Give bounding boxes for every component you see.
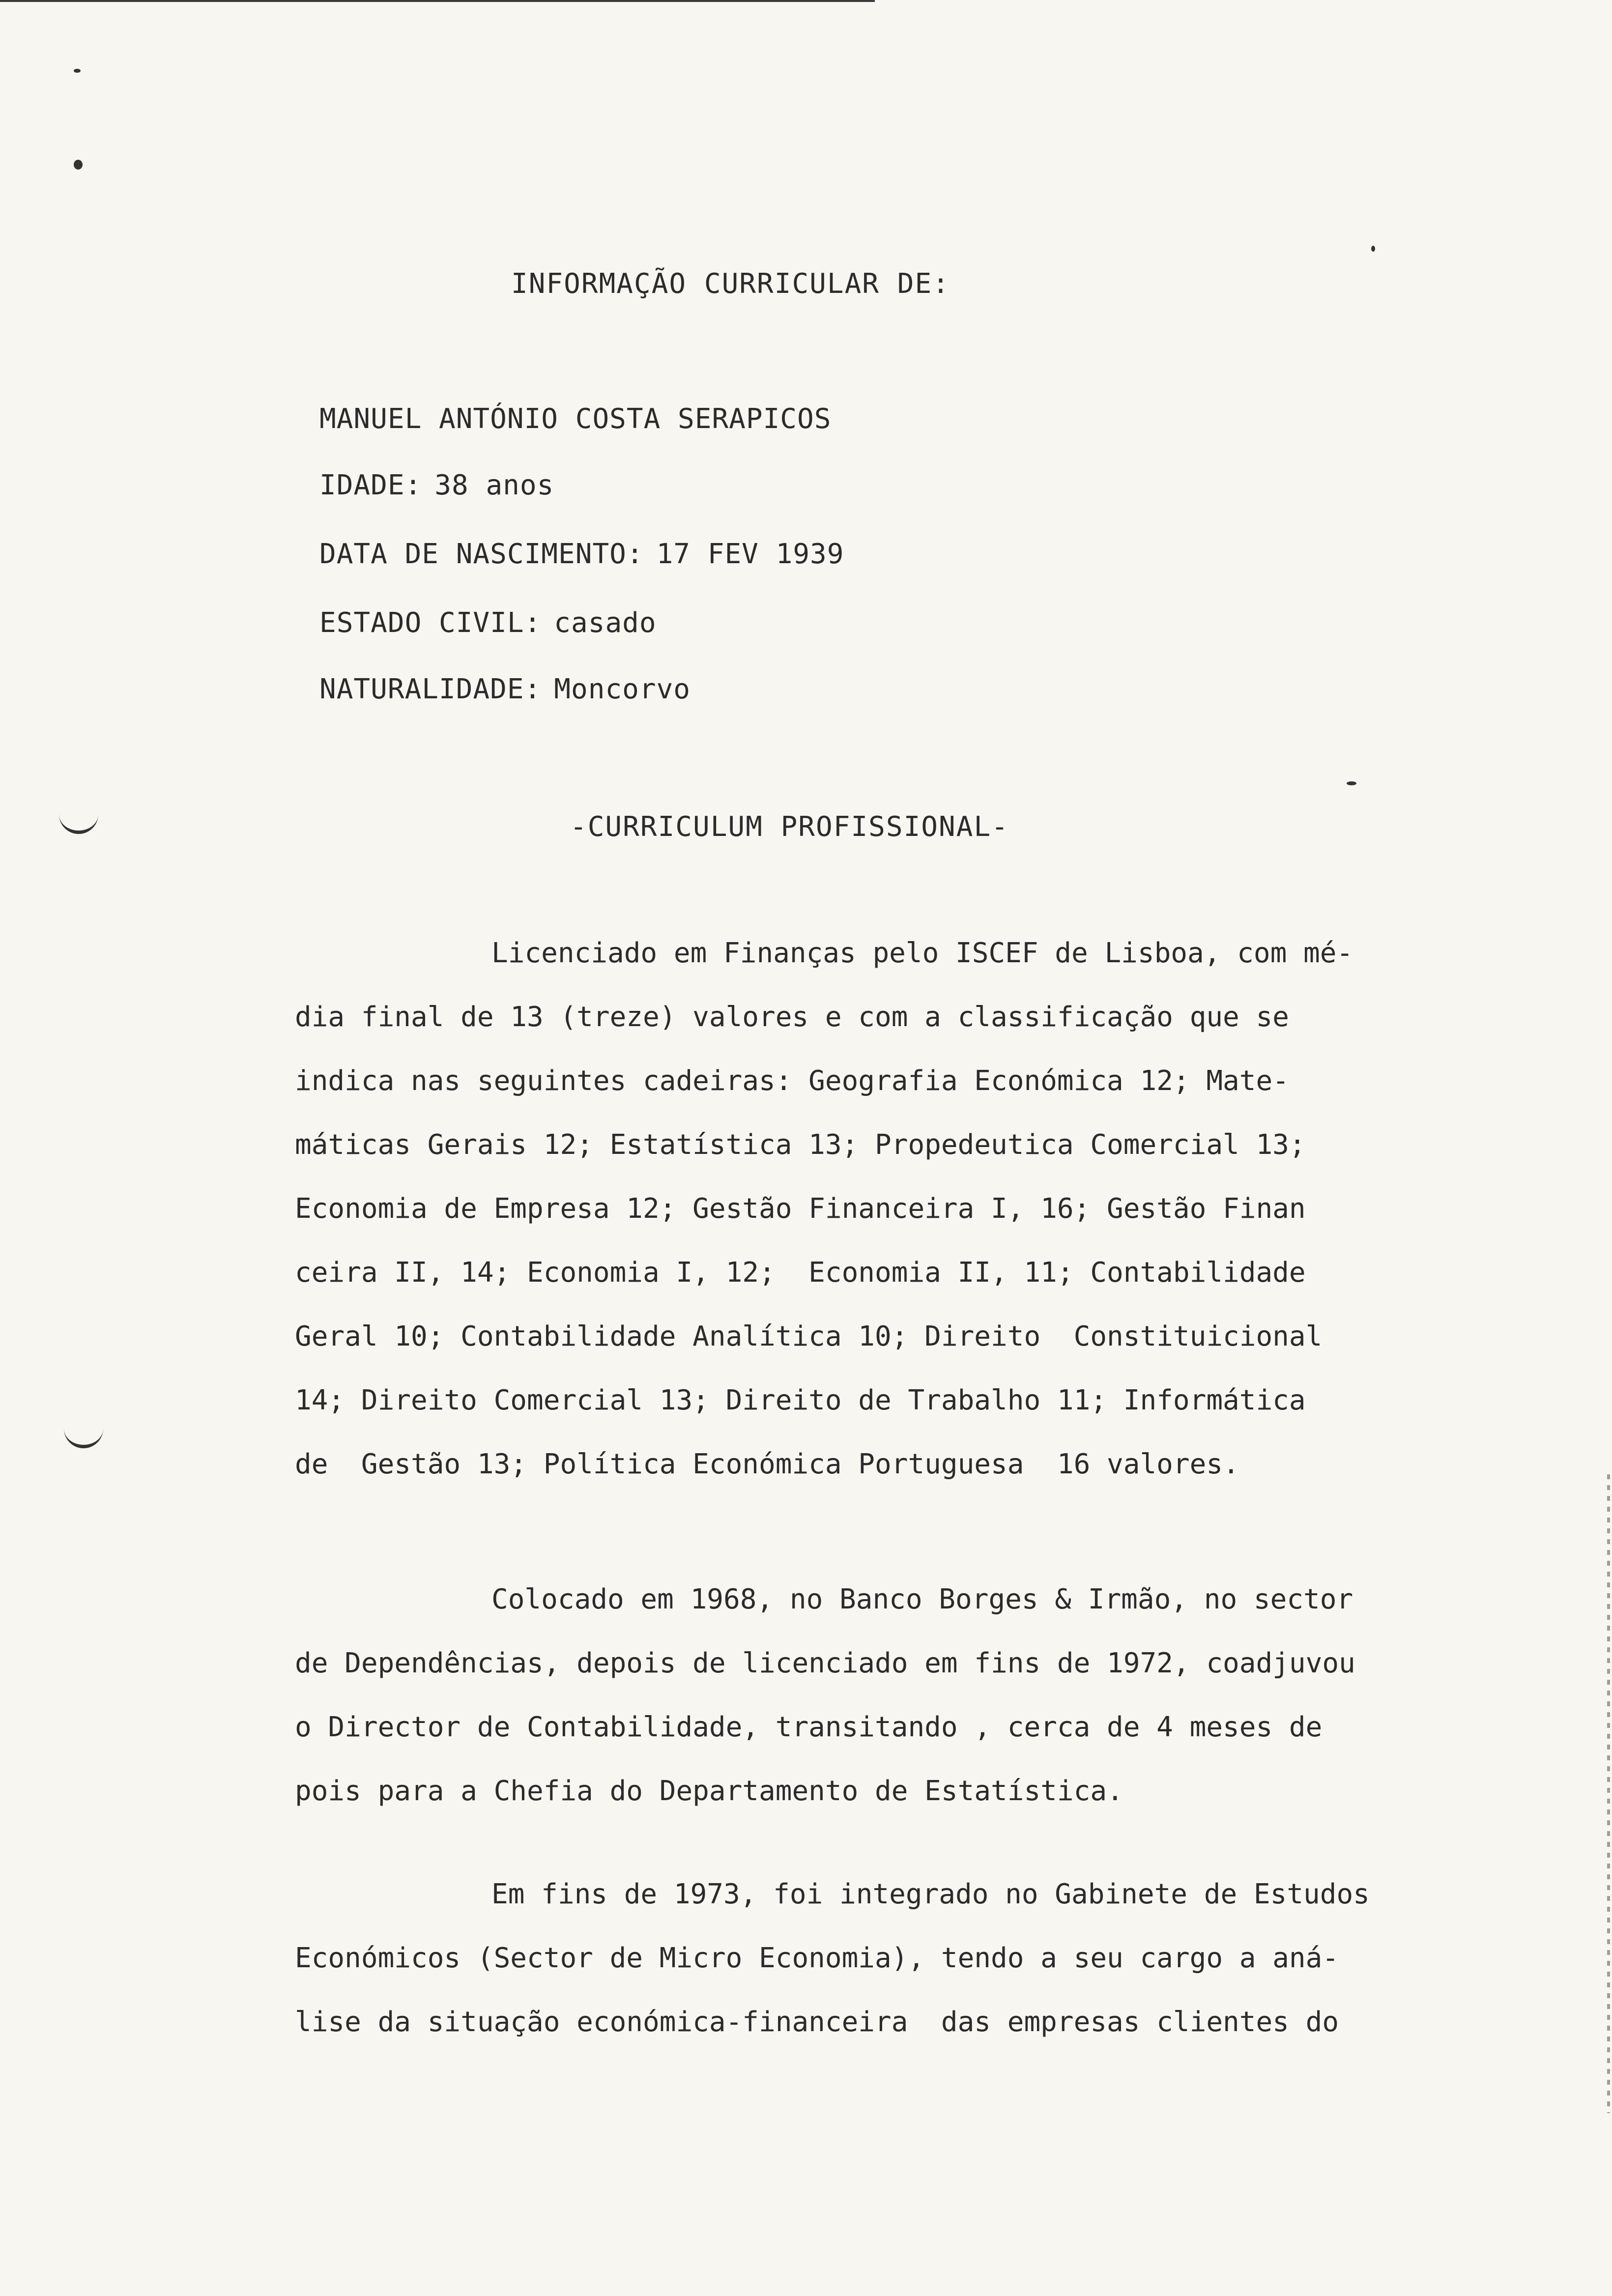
field-value: 17 FEV 1939 xyxy=(656,538,844,570)
section-heading: -CURRICULUM PROFISSIONAL- xyxy=(570,811,1009,843)
paragraph-career-start xyxy=(295,1568,1435,1823)
field-label: DATA DE NASCIMENTO: xyxy=(319,538,644,570)
top-rule xyxy=(0,0,875,2)
field-label: IDADE: xyxy=(319,469,422,501)
field-value: Moncorvo xyxy=(554,673,691,705)
paragraph-line: Económicos (Sector de Micro Economia), tendo a seu cargo a aná- xyxy=(295,1942,1339,1974)
scan-speck xyxy=(74,160,83,170)
paragraph-line: o Director de Contabilidade, transitando , cerca de 4 meses de xyxy=(295,1711,1323,1743)
paragraph-education xyxy=(295,921,1435,1496)
paragraph-line: pois para a Chefia do Departamento de Estatística. xyxy=(295,1775,1123,1807)
document-title: INFORMAÇÃO CURRICULAR DE: xyxy=(511,268,950,300)
paragraph-line: 14; Direito Comercial 13; Direito de Trabalho 11; Informática xyxy=(295,1384,1306,1416)
scan-speck xyxy=(74,69,81,73)
scan-mark xyxy=(64,1425,103,1448)
paragraph-line: Em fins de 1973, foi integrado no Gabinete de Estudos xyxy=(491,1878,1370,1910)
scan-speck xyxy=(1371,246,1375,252)
field-value: casado xyxy=(554,607,657,639)
field-marital-status xyxy=(319,607,657,639)
paragraph-studies-office xyxy=(295,1863,1435,2054)
paragraph-line: de Dependências, depois de licenciado em fins de 1972, coadjuvou xyxy=(295,1647,1355,1679)
binding-edge xyxy=(1607,1474,1610,2113)
paragraph-line: Geral 10; Contabilidade Analítica 10; Direito Constituicional xyxy=(295,1320,1323,1352)
paragraph-line: ceira II, 14; Economia I, 12; Economia II, 11; Contabilidade xyxy=(295,1257,1306,1289)
paragraph-line: máticas Gerais 12; Estatística 13; Propedeutica Comercial 13; xyxy=(295,1129,1306,1161)
field-label: NATURALIDADE: xyxy=(319,673,542,705)
field-age xyxy=(319,469,554,501)
scan-speck xyxy=(1347,781,1356,785)
paragraph-line: Licenciado em Finanças pelo ISCEF de Lisboa, com mé- xyxy=(491,937,1353,969)
paragraph-line: de Gestão 13; Política Económica Portuguesa 16 valores. xyxy=(295,1448,1239,1480)
scan-mark xyxy=(59,811,98,834)
paragraph-line: indica nas seguintes cadeiras: Geografia Económica 12; Mate- xyxy=(295,1065,1289,1097)
paragraph-line: Colocado em 1968, no Banco Borges & Irmão, no sector xyxy=(491,1583,1353,1615)
paragraph-line: Economia de Empresa 12; Gestão Financeira I, 16; Gestão Finan xyxy=(295,1193,1306,1225)
field-label: ESTADO CIVIL: xyxy=(319,607,542,639)
paragraph-line: lise da situação económica-financeira das empresas clientes do xyxy=(295,2006,1339,2038)
field-birthplace xyxy=(319,673,691,705)
person-name: MANUEL ANTÓNIO COSTA SERAPICOS xyxy=(319,403,832,435)
paragraph-line: dia final de 13 (treze) valores e com a classificação que se xyxy=(295,1001,1289,1033)
field-birth-date xyxy=(319,538,844,570)
field-value: 38 anos xyxy=(434,469,554,501)
